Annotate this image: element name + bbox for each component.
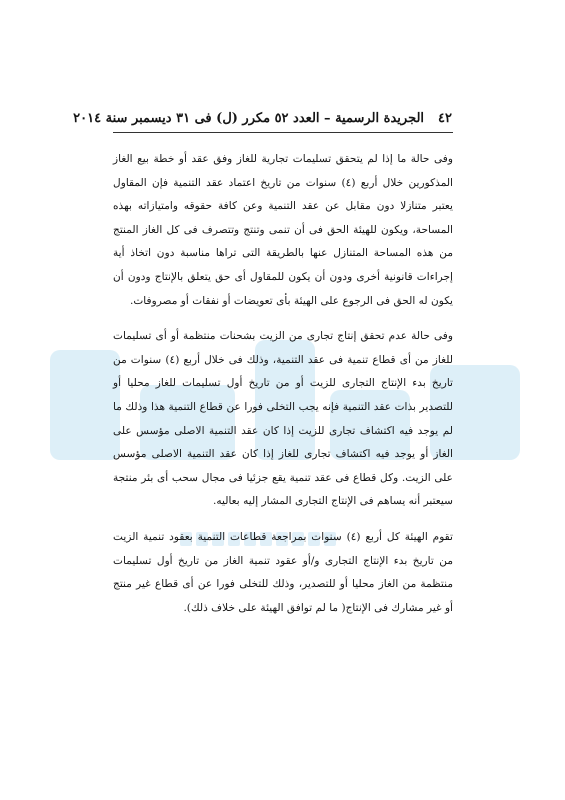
header-rule: [113, 132, 453, 133]
paragraph: وفى حالة عدم تحقق إنتاج تجارى من الزيت بشحنات منتظمة أو أى تسليمات للغاز من أى قطاع تنمية فى عقد التنمية، وذلك فى خلال أربع (٤) سنوات من تاريخ بدء الإنتاج التجارى للزيت أو من تاريخ أول تسليمات للغاز محليا أو للتصدير بذات عقد التنمية فإنه يجب التخلى فورا عن قطاع التنمية هذا وذلك ما لم يوجد فيه اكتشاف تجارى للزيت إذا كان عقد التنمية الاصلى مؤسس على الغاز أو يوجد فيه اكتشاف تجارى للغاز إذا كان عقد التنمية الاصلى مؤسس على الزيت. وكل قطاع فى عقد تنمية يقع جزئيا فى مجال سحب أى بئر منتجة سيعتبر أنه يساهم فى الإنتاج التجارى المشار إليه بعاليه.: [113, 330, 453, 508]
page-header: [73, 107, 452, 129]
paragraph: وفى حالة ما إذا لم يتحقق تسليمات تجارية للغاز وفق عقد أو خطة بيع الغاز المذكورين خلال أربع (٤) سنوات من تاريخ اعتماد عقد التنمية فإن المقاول يعتبر متنازلا دون مقابل عن عقد التنمية وعن كافة حقوقه وامتيازاته بهذه المساحة، ويكون للهيئة الحق فى أن تنمى وتنتج وتتصرف فى كل الغاز المنتج من هذه المساحة المتنازل عنها بالطريقة التى تراها مناسبة دون اتخاذ أية إجراءات قانونية أخرى ودون أن يكون للمقاول أى حق يتعلق بالإنتاج ودون أن يكون له الحق فى الرجوع على الهيئة بأى تعويضات أو نفقات أو مصروفات.: [113, 153, 453, 307]
page-number: ٤٢: [438, 110, 452, 126]
paragraph: تقوم الهيئة كل أربع (٤) سنوات بمراجعة قطاعات التنمية بعقود تنمية الزيت من تاريخ بدء الإنتاج التجارى و/أو عقود تنمية الغاز من تاريخ أول تسليمات منتظمة من الغاز محليا أو للتصدير، وذلك للتخلى فورا عن أى قطاع غير منتج أو غير مشارك فى الإنتاج( ما لم توافق الهيئة على خلاف ذلك).: [113, 530, 453, 614]
body-text: [113, 148, 453, 632]
running-title: الجريدة الرسمية – العدد ٥٢ مكرر (ل) فى ٣١ ديسمبر سنة ٢٠١٤: [73, 110, 425, 126]
